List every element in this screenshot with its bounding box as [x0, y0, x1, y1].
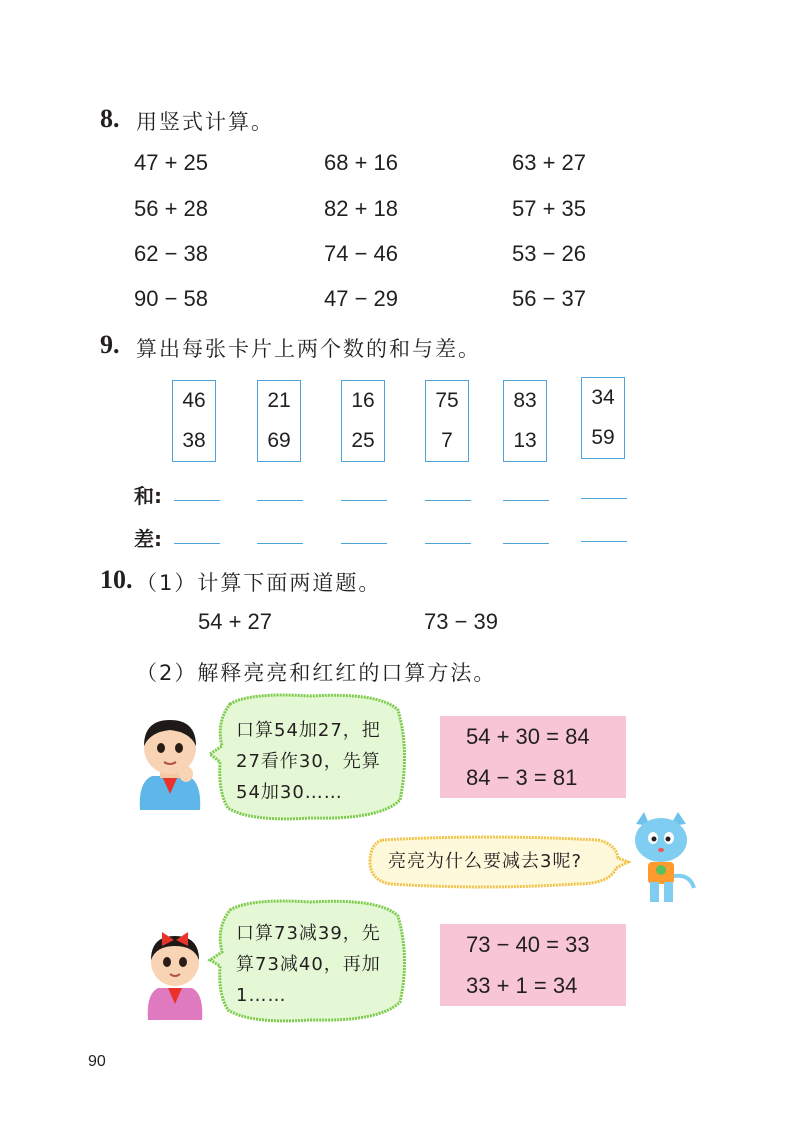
- q8-expr-1-2: 68 + 16: [324, 150, 399, 175]
- diff-answer-blank[interactable]: [503, 543, 549, 544]
- boy-bubble-text: [236, 715, 381, 808]
- q8-expr-4-2: 47 − 29: [324, 286, 399, 311]
- number-card: [581, 377, 625, 459]
- blue-cat-illustration: [628, 812, 698, 908]
- girl-calc-box: [440, 924, 626, 1006]
- boy-calc-box: [440, 716, 626, 798]
- q8-expr-2-2: 82 + 18: [324, 196, 399, 221]
- card-bottom-number: 59: [591, 426, 615, 449]
- q10-number: 10.: [100, 565, 133, 594]
- card-top-number: 21: [267, 389, 291, 412]
- q8-expr-3-3: 53 − 26: [512, 241, 587, 266]
- page-number: 90: [88, 1053, 106, 1070]
- girl-illustration: [140, 928, 210, 1022]
- q8-expr-4-1: 90 − 58: [134, 286, 209, 311]
- boy-calc-line: 54 + 30 = 84: [466, 724, 590, 749]
- q10-expr-2: 73 − 39: [424, 609, 499, 634]
- diff-answer-blank[interactable]: [341, 543, 387, 544]
- diff-answer-blank[interactable]: [581, 541, 627, 542]
- card-top-number: 34: [591, 386, 615, 409]
- card-bottom-number: 25: [351, 429, 375, 452]
- girl-calc-line: 73 − 40 = 33: [466, 932, 590, 957]
- sum-answer-blank[interactable]: [425, 500, 471, 501]
- girl-calc-line: 33 + 1 = 34: [466, 973, 578, 998]
- q8-expr-2-1: 56 + 28: [134, 196, 209, 221]
- boy-illustration: [130, 712, 210, 812]
- q8-expr-1-3: 63 + 27: [512, 150, 587, 175]
- q10-expr-1: 54 + 27: [198, 609, 273, 634]
- card-top-number: 75: [435, 389, 459, 412]
- card-top-number: 46: [182, 389, 206, 412]
- q8-title: 用竖式计算。: [136, 110, 274, 134]
- sum-answer-blank[interactable]: [341, 500, 387, 501]
- girl-bubble-line: 1……: [236, 985, 287, 1006]
- sum-answer-blank[interactable]: [257, 500, 303, 501]
- diff-answer-blank[interactable]: [257, 543, 303, 544]
- q8-expr-4-3: 56 − 37: [512, 286, 587, 311]
- card-top-number: 16: [351, 389, 375, 412]
- card-bottom-number: 13: [513, 429, 537, 452]
- sum-label: 和:: [134, 484, 162, 508]
- number-card: [425, 380, 469, 462]
- q8-number: 8.: [100, 104, 120, 133]
- number-card: [172, 380, 216, 462]
- q8-expr-3-2: 74 − 46: [324, 241, 399, 266]
- girl-bubble-line: 口算73减39，先: [236, 923, 381, 944]
- q10-part2: （2）解释亮亮和红红的口算方法。: [136, 661, 497, 685]
- card-bottom-number: 7: [441, 429, 453, 452]
- number-card: [341, 380, 385, 462]
- q10-part1: （1）计算下面两道题。: [136, 571, 382, 595]
- diff-answer-blank[interactable]: [174, 543, 220, 544]
- card-bottom-number: 69: [267, 429, 291, 452]
- boy-bubble-line: 27看作30，先算: [236, 751, 381, 772]
- diff-answer-blank[interactable]: [425, 543, 471, 544]
- boy-bubble-line: 54加30……: [236, 782, 343, 803]
- q8-expr-3-1: 62 − 38: [134, 241, 209, 266]
- q8-expr-2-3: 57 + 35: [512, 196, 587, 221]
- card-bottom-number: 38: [182, 429, 206, 452]
- boy-bubble-line: 口算54加27，把: [236, 720, 381, 741]
- card-top-number: 83: [513, 389, 537, 412]
- cat-question-text: 亮亮为什么要减去3呢?: [388, 851, 583, 872]
- diff-label: 差:: [134, 527, 162, 551]
- number-card: [257, 380, 301, 462]
- boy-calc-line: 84 − 3 = 81: [466, 765, 578, 790]
- sum-answer-blank[interactable]: [581, 498, 627, 499]
- girl-bubble-line: 算73减40，再加: [236, 954, 381, 975]
- q8-expr-1-1: 47 + 25: [134, 150, 209, 175]
- q9-title: 算出每张卡片上两个数的和与差。: [136, 337, 481, 361]
- q9-number: 9.: [100, 330, 120, 359]
- sum-answer-blank[interactable]: [174, 500, 220, 501]
- number-card: [503, 380, 547, 462]
- sum-answer-blank[interactable]: [503, 500, 549, 501]
- girl-bubble-text: [236, 918, 381, 1011]
